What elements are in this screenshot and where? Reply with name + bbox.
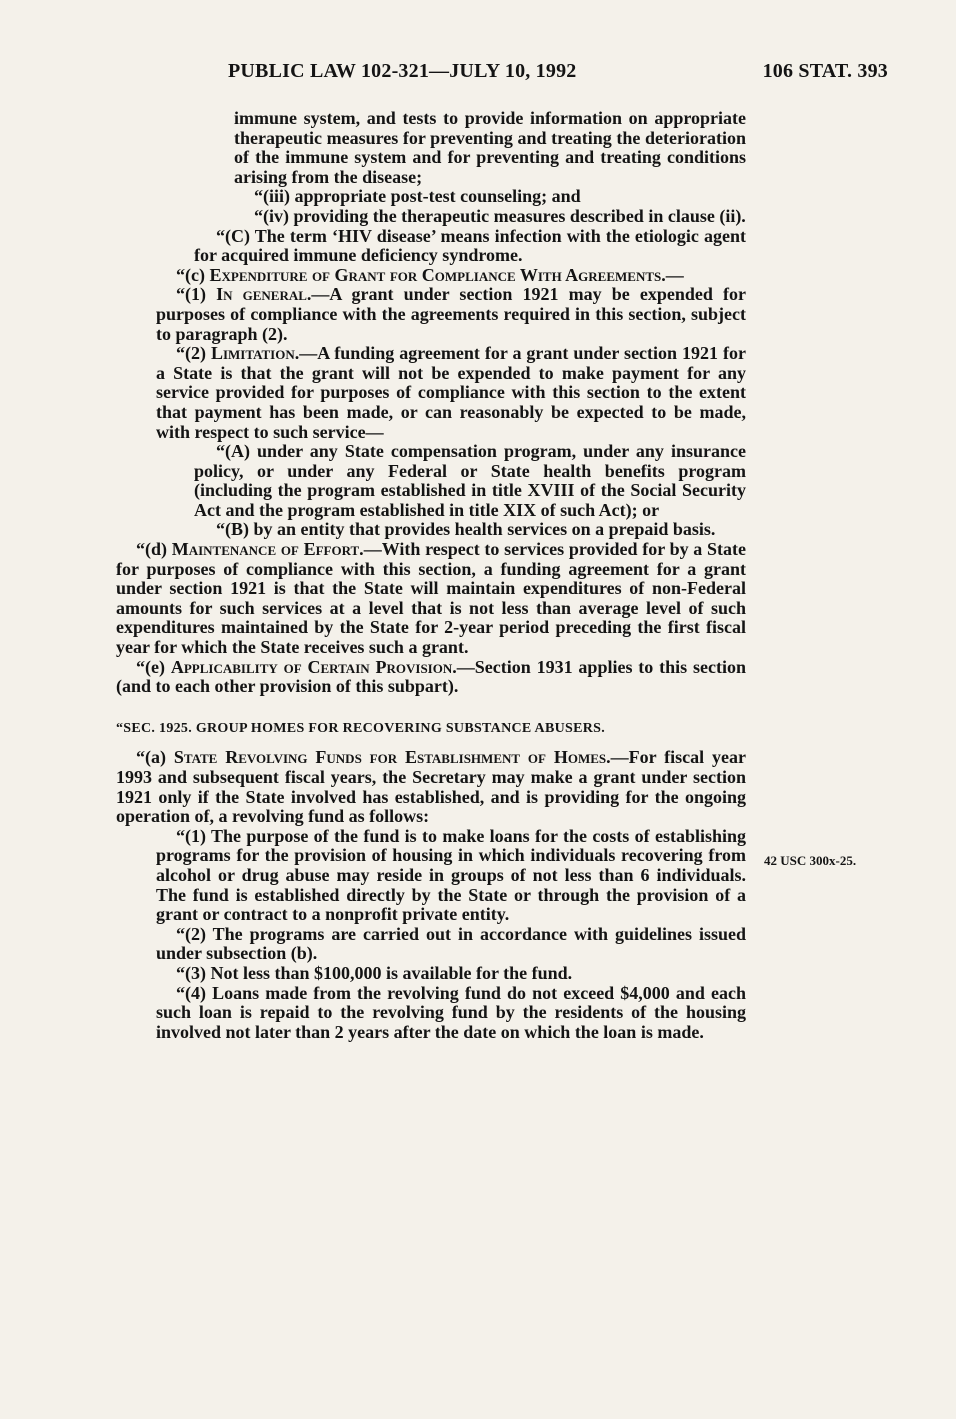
clause-iv: “(iv) providing the therapeutic measures described in clause (ii). — [254, 205, 746, 226]
paragraph-a1: “(1) The purpose of the fund is to make loans for the costs of establishing programs for the provision of housing in which individuals recovering from alcohol or drug abuse may reside in groups of not less than 6 individuals. The fund is established directly by the State or through the provision of a grant or contract to a nonprofit private entity. — [156, 825, 746, 925]
section-1925-heading: “SEC. 1925. GROUP HOMES FOR RECOVERING SUBSTANCE ABUSERS. — [116, 720, 606, 736]
subsection-e-prefix: “(e) — [136, 656, 171, 677]
paragraph-c1-text: —A grant under section 1921 may be expended for purposes of compliance with the agreements required in this section, subject to paragraph (2). — [156, 284, 746, 344]
body-text — [116, 109, 746, 1042]
subsection-d-heading: Maintenance of Effort. — [171, 539, 364, 560]
subsection-c-heading: Expenditure of Grant for Compliance With Agreements.— — [209, 264, 684, 285]
subsection-e — [116, 658, 746, 697]
paragraph-c2-prefix: “(2) — [176, 343, 211, 364]
subsection-a-text: —For fiscal year 1993 and subsequent fiscal years, the Secretary may make a grant under section 1921 only if the State involved has established, and is providing for the ongoing operation of, a revolving fund as follows: — [116, 747, 746, 827]
paragraph-c1-heading: In general. — [216, 284, 312, 305]
subsection-e-text: —Section 1931 applies to this section (and to each other provision of this subpart). — [116, 656, 746, 697]
subparagraph-C: “(C) The term ‘HIV disease’ means infection with the etiologic agent for acquired immune deficiency syndrome. — [194, 225, 746, 266]
paragraph-a4: “(4) Loans made from the revolving fund do not exceed $4,000 and each such loan is repaid to the revolving fund by the residents of the housing involved not later than 2 years after the date on which the loan is made. — [156, 982, 746, 1042]
paragraph-c2-text: —A funding agreement for a grant under section 1921 for a State is that the grant will not be expended to make payment for any service provided for purposes of compliance with this section to the extent that payment has been made, or can reasonably be expected to be made, with respect to such service— — [156, 343, 746, 442]
subparagraph-B: “(B) by an entity that provides health services on a prepaid basis. — [216, 519, 716, 540]
paragraph-c1 — [116, 285, 746, 344]
running-header — [228, 60, 888, 88]
paragraph-c2 — [116, 344, 746, 442]
paragraph-a3: “(3) Not less than $100,000 is available for the fund. — [176, 962, 573, 983]
clause-iii: “(iii) appropriate post-test counseling; and — [254, 186, 581, 207]
subsection-a — [116, 748, 746, 826]
subsection-d-text: —With respect to services provided for by a State for purposes of compliance with this section, a funding agreement for a grant under section 1921 is that the State will maintain expenditures of non-Federal amounts for such services at a level that is not less than average level of such expenditures maintained by the State for 2-year period preceding the first fiscal year for which the State receives such a grant. — [116, 539, 746, 658]
paragraph-c1-prefix: “(1) — [176, 284, 217, 305]
header-stat-page: 106 STAT. 393 — [762, 60, 888, 82]
subsection-c-prefix: “(c) — [176, 264, 210, 285]
subsection-c — [116, 266, 746, 286]
subparagraph-A: “(A) under any State compensation program, under any insurance policy, or under any Federal or State health benefits program (including the program established in title XVIII of the Social Security Act and the program established in title XIX of such Act); or — [194, 441, 746, 520]
subsection-d — [116, 540, 746, 658]
header-title: PUBLIC LAW 102-321—JULY 10, 1992 — [228, 60, 577, 82]
paragraph-c2-heading: Limitation. — [210, 343, 300, 364]
subsection-a-prefix: “(a) — [136, 747, 174, 768]
clause-ii-continuation: immune system, and tests to provide information on appropriate therapeutic measures for preventing and treating the deterioration of the immune system and for preventing and treating conditions arising from the disease; — [234, 108, 746, 187]
subsection-a-heading: State Revolving Funds for Establishment of Homes. — [173, 747, 611, 768]
paragraph-a2: “(2) The programs are carried out in accordance with guidelines issued under subsection (b). — [156, 923, 746, 964]
subsection-d-prefix: “(d) — [136, 539, 172, 560]
subsection-e-heading: Applicability of Certain Provision. — [170, 656, 457, 677]
margin-citation: 42 USC 300x-25. — [764, 853, 857, 868]
